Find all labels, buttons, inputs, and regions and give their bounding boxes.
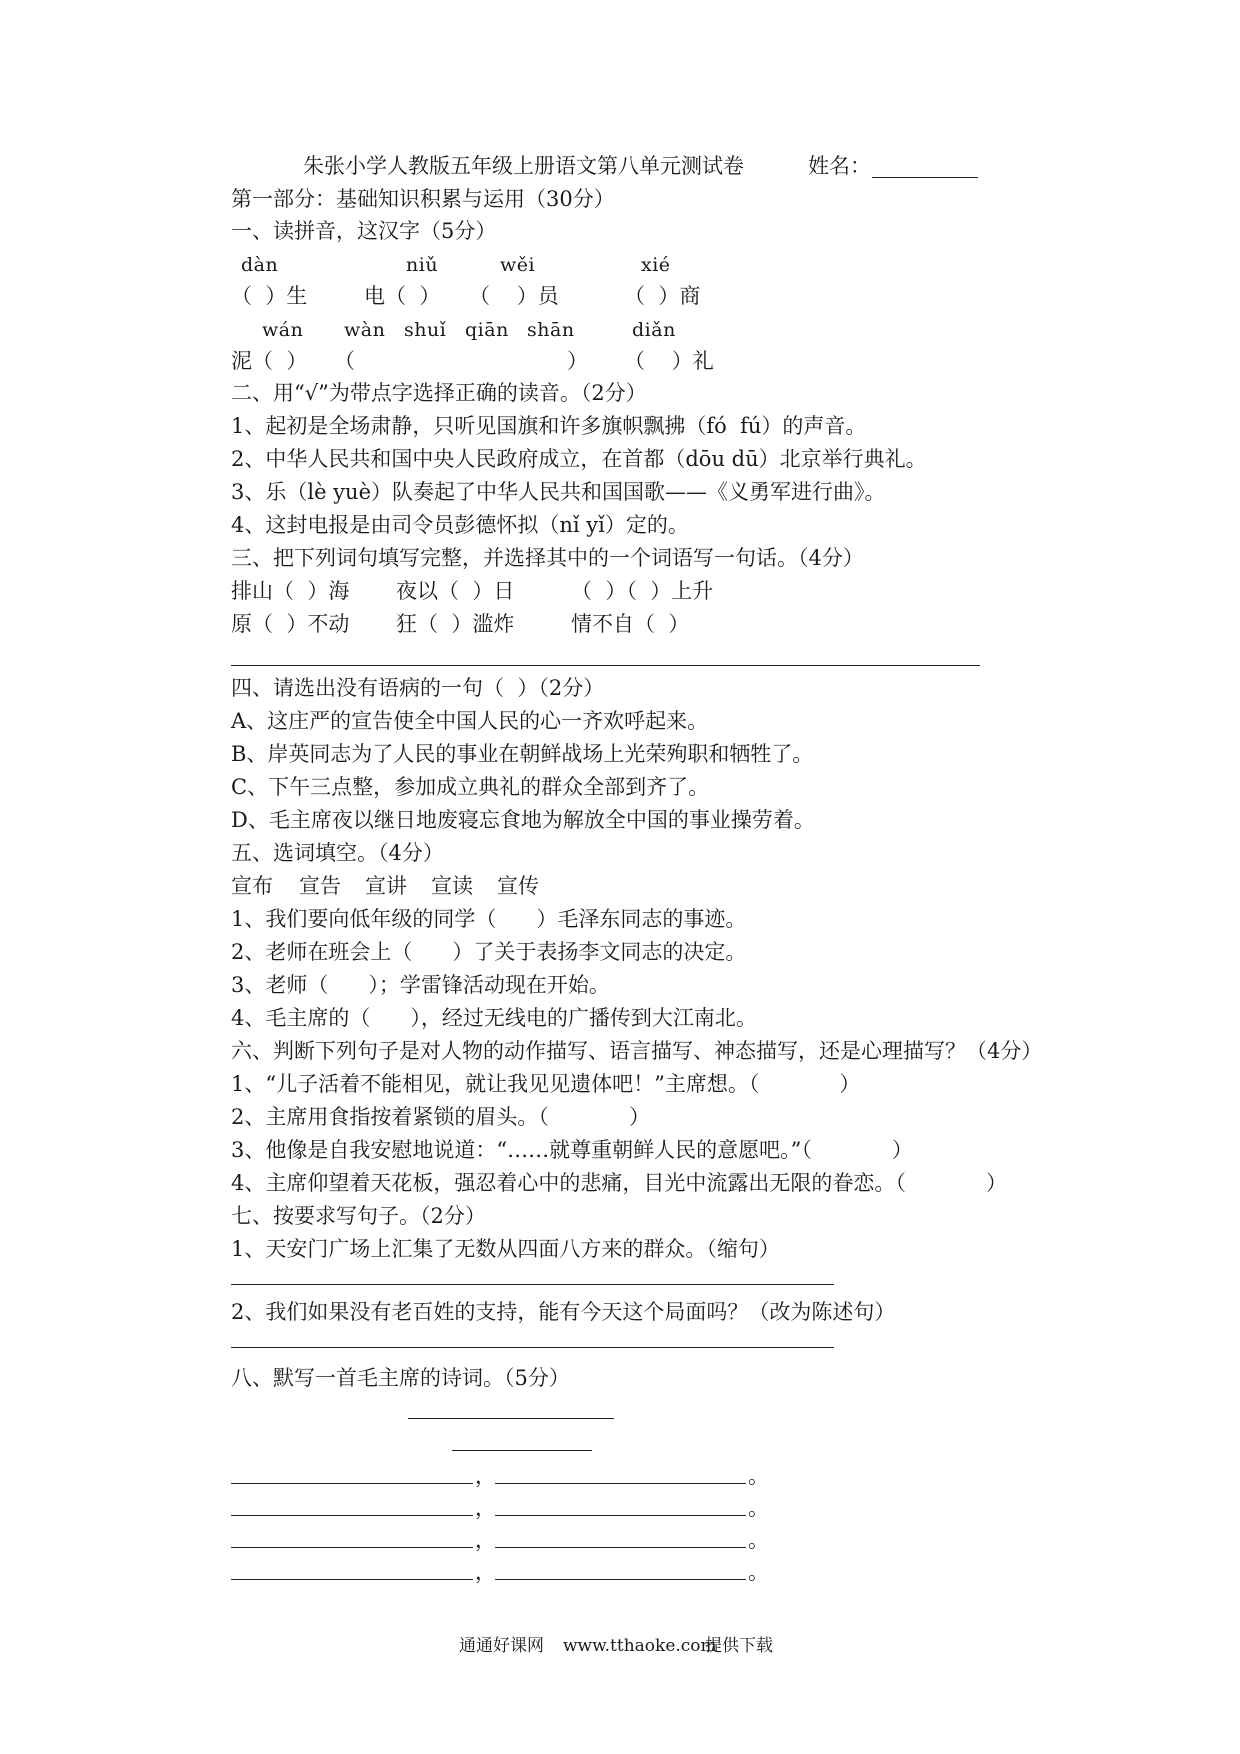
poem-comma: ， xyxy=(475,1496,496,1520)
q1-blank-item[interactable]: （ ）礼 xyxy=(624,349,714,373)
q2-item: 2、中华人民共和国中央人民政府成立，在首都（dōu dū）北京举行典礼。 xyxy=(231,447,927,471)
q5-word: 宣讲 xyxy=(365,874,407,898)
q1-pinyin: shuǐ xyxy=(404,319,447,341)
poem-line[interactable] xyxy=(231,1515,473,1516)
q4-heading: 四、请选出没有语病的一句（ ）（2分） xyxy=(231,676,605,700)
q6-item[interactable]: 3、他像是自我安慰地说道：“……就尊重朝鲜人民的意愿吧。”（ ） xyxy=(231,1138,913,1162)
footer-url[interactable]: www.tthaoke.com xyxy=(563,1636,717,1656)
q1-blank-item[interactable]: ） xyxy=(567,349,588,373)
q2-item: 4、这封电报是由司令员彭德怀拟（nǐ yǐ）定的。 xyxy=(231,513,689,537)
q7-answer-line[interactable] xyxy=(231,1347,834,1348)
poem-comma: ， xyxy=(475,1464,496,1488)
q8-heading: 八、默写一首毛主席的诗词。（5分） xyxy=(231,1366,570,1390)
q1-pinyin: xié xyxy=(641,254,671,276)
q5-word: 宣读 xyxy=(431,874,473,898)
q6-heading: 六、判断下列句子是对人物的动作描写、语言描写、神态描写，还是心理描写？（4分） xyxy=(231,1039,1043,1063)
q5-item[interactable]: 1、我们要向低年级的同学（ ）毛泽东同志的事迹。 xyxy=(231,907,747,931)
q5-heading: 五、选词填空。（4分） xyxy=(231,841,444,865)
q1-pinyin: dàn xyxy=(241,254,279,276)
q1-blank-item[interactable]: （ ）生 xyxy=(231,284,308,308)
q3-idiom[interactable]: （ ）（ ）上升 xyxy=(571,579,714,603)
q7-heading: 七、按要求写句子。（2分） xyxy=(231,1204,486,1228)
poem-line[interactable] xyxy=(495,1483,746,1484)
q1-blank-item[interactable]: （ ）商 xyxy=(624,284,701,308)
q1-pinyin: wàn xyxy=(344,319,386,341)
q1-blank-item[interactable]: （ xyxy=(334,349,355,373)
q5-word: 宣传 xyxy=(497,874,539,898)
q4-option: D、毛主席夜以继日地废寝忘食地为解放全中国的事业操劳着。 xyxy=(231,808,815,832)
q4-option: C、下午三点整，参加成立典礼的群众全部到齐了。 xyxy=(231,775,710,799)
poem-title-line[interactable] xyxy=(408,1418,614,1419)
q3-idiom[interactable]: 夜以（ ）日 xyxy=(396,579,515,603)
q6-item[interactable]: 2、主席用食指按着紧锁的眉头。（ ） xyxy=(231,1105,650,1129)
poem-line[interactable] xyxy=(231,1579,473,1580)
q1-pinyin: niǔ xyxy=(406,254,439,276)
q1-blank-item[interactable]: 泥（ ） xyxy=(231,349,308,373)
poem-period: 。 xyxy=(748,1496,769,1520)
q1-pinyin: shān xyxy=(527,319,575,341)
poem-line[interactable] xyxy=(231,1547,473,1548)
name-input-line[interactable] xyxy=(872,177,978,178)
q1-pinyin: wán xyxy=(262,319,304,341)
poem-period: 。 xyxy=(748,1560,769,1584)
q4-option: A、这庄严的宣告使全中国人民的心一齐欢呼起来。 xyxy=(231,709,709,733)
q3-idiom[interactable]: 原（ ）不动 xyxy=(231,612,350,636)
q2-item: 3、乐（lè yuè）队奏起了中华人民共和国国歌——《义勇军进行曲》。 xyxy=(231,480,886,504)
poem-comma: ， xyxy=(475,1560,496,1584)
q5-item[interactable]: 2、老师在班会上（ ）了关于表扬李文同志的决定。 xyxy=(231,940,747,964)
footer-site-name: 通通好课网 xyxy=(459,1636,544,1656)
q7-item: 1、天安门广场上汇集了无数从四面八方来的群众。（缩句） xyxy=(231,1237,780,1261)
poem-line[interactable] xyxy=(495,1579,746,1580)
q5-item[interactable]: 3、老师（ ）；学雷锋活动现在开始。 xyxy=(231,973,610,997)
q2-item: 1、起初是全场肃静，只听见国旗和许多旗帜飘拂（fó fú）的声音。 xyxy=(231,414,867,438)
q7-item: 2、我们如果没有老百姓的支持，能有今天这个局面吗？（改为陈述句） xyxy=(231,1300,896,1324)
q6-item[interactable]: 1、“儿子活着不能相见，就让我见见遗体吧！”主席想。（ ） xyxy=(231,1072,861,1096)
q5-word: 宣告 xyxy=(299,874,341,898)
footer-suffix: 提供下载 xyxy=(705,1636,773,1656)
name-label: 姓名： xyxy=(808,154,871,178)
q1-blank-item[interactable]: （ ）员 xyxy=(469,284,559,308)
q3-heading: 三、把下列词句填写完整，并选择其中的一个词语写一句话。（4分） xyxy=(231,546,864,570)
q4-option: B、岸英同志为了人民的事业在朝鲜战场上光荣殉职和牺牲了。 xyxy=(231,742,814,766)
poem-line[interactable] xyxy=(495,1547,746,1548)
q3-idiom[interactable]: 狂（ ）滥炸 xyxy=(396,612,515,636)
q7-answer-line[interactable] xyxy=(231,1284,834,1285)
page-title: 朱张小学人教版五年级上册语文第八单元测试卷 xyxy=(303,154,744,178)
q1-pinyin: qiān xyxy=(465,319,509,341)
q3-answer-line[interactable] xyxy=(231,665,980,666)
q2-heading: 二、用“√”为带点字选择正确的读音。（2分） xyxy=(231,381,647,405)
q5-item[interactable]: 4、毛主席的（ ），经过无线电的广播传到大江南北。 xyxy=(231,1006,757,1030)
poem-period: 。 xyxy=(748,1464,769,1488)
poem-comma: ， xyxy=(475,1528,496,1552)
q3-idiom[interactable]: 排山（ ）海 xyxy=(231,579,350,603)
poem-period: 。 xyxy=(748,1528,769,1552)
poem-line[interactable] xyxy=(495,1515,746,1516)
q3-idiom[interactable]: 情不自（ ） xyxy=(571,612,690,636)
part1-heading: 第一部分：基础知识积累与运用（30分） xyxy=(231,187,615,211)
q6-item[interactable]: 4、主席仰望着天花板，强忍着心中的悲痛，目光中流露出无限的眷恋。（ ） xyxy=(231,1171,1007,1195)
q1-pinyin: diǎn xyxy=(632,319,676,341)
q5-word: 宣布 xyxy=(231,874,273,898)
q1-blank-item[interactable]: 电（ ） xyxy=(364,284,441,308)
poem-line[interactable] xyxy=(231,1483,473,1484)
poem-author-line[interactable] xyxy=(452,1450,592,1451)
q1-pinyin: wěi xyxy=(500,254,536,276)
q1-heading: 一、读拼音，这汉字（5分） xyxy=(231,219,497,243)
